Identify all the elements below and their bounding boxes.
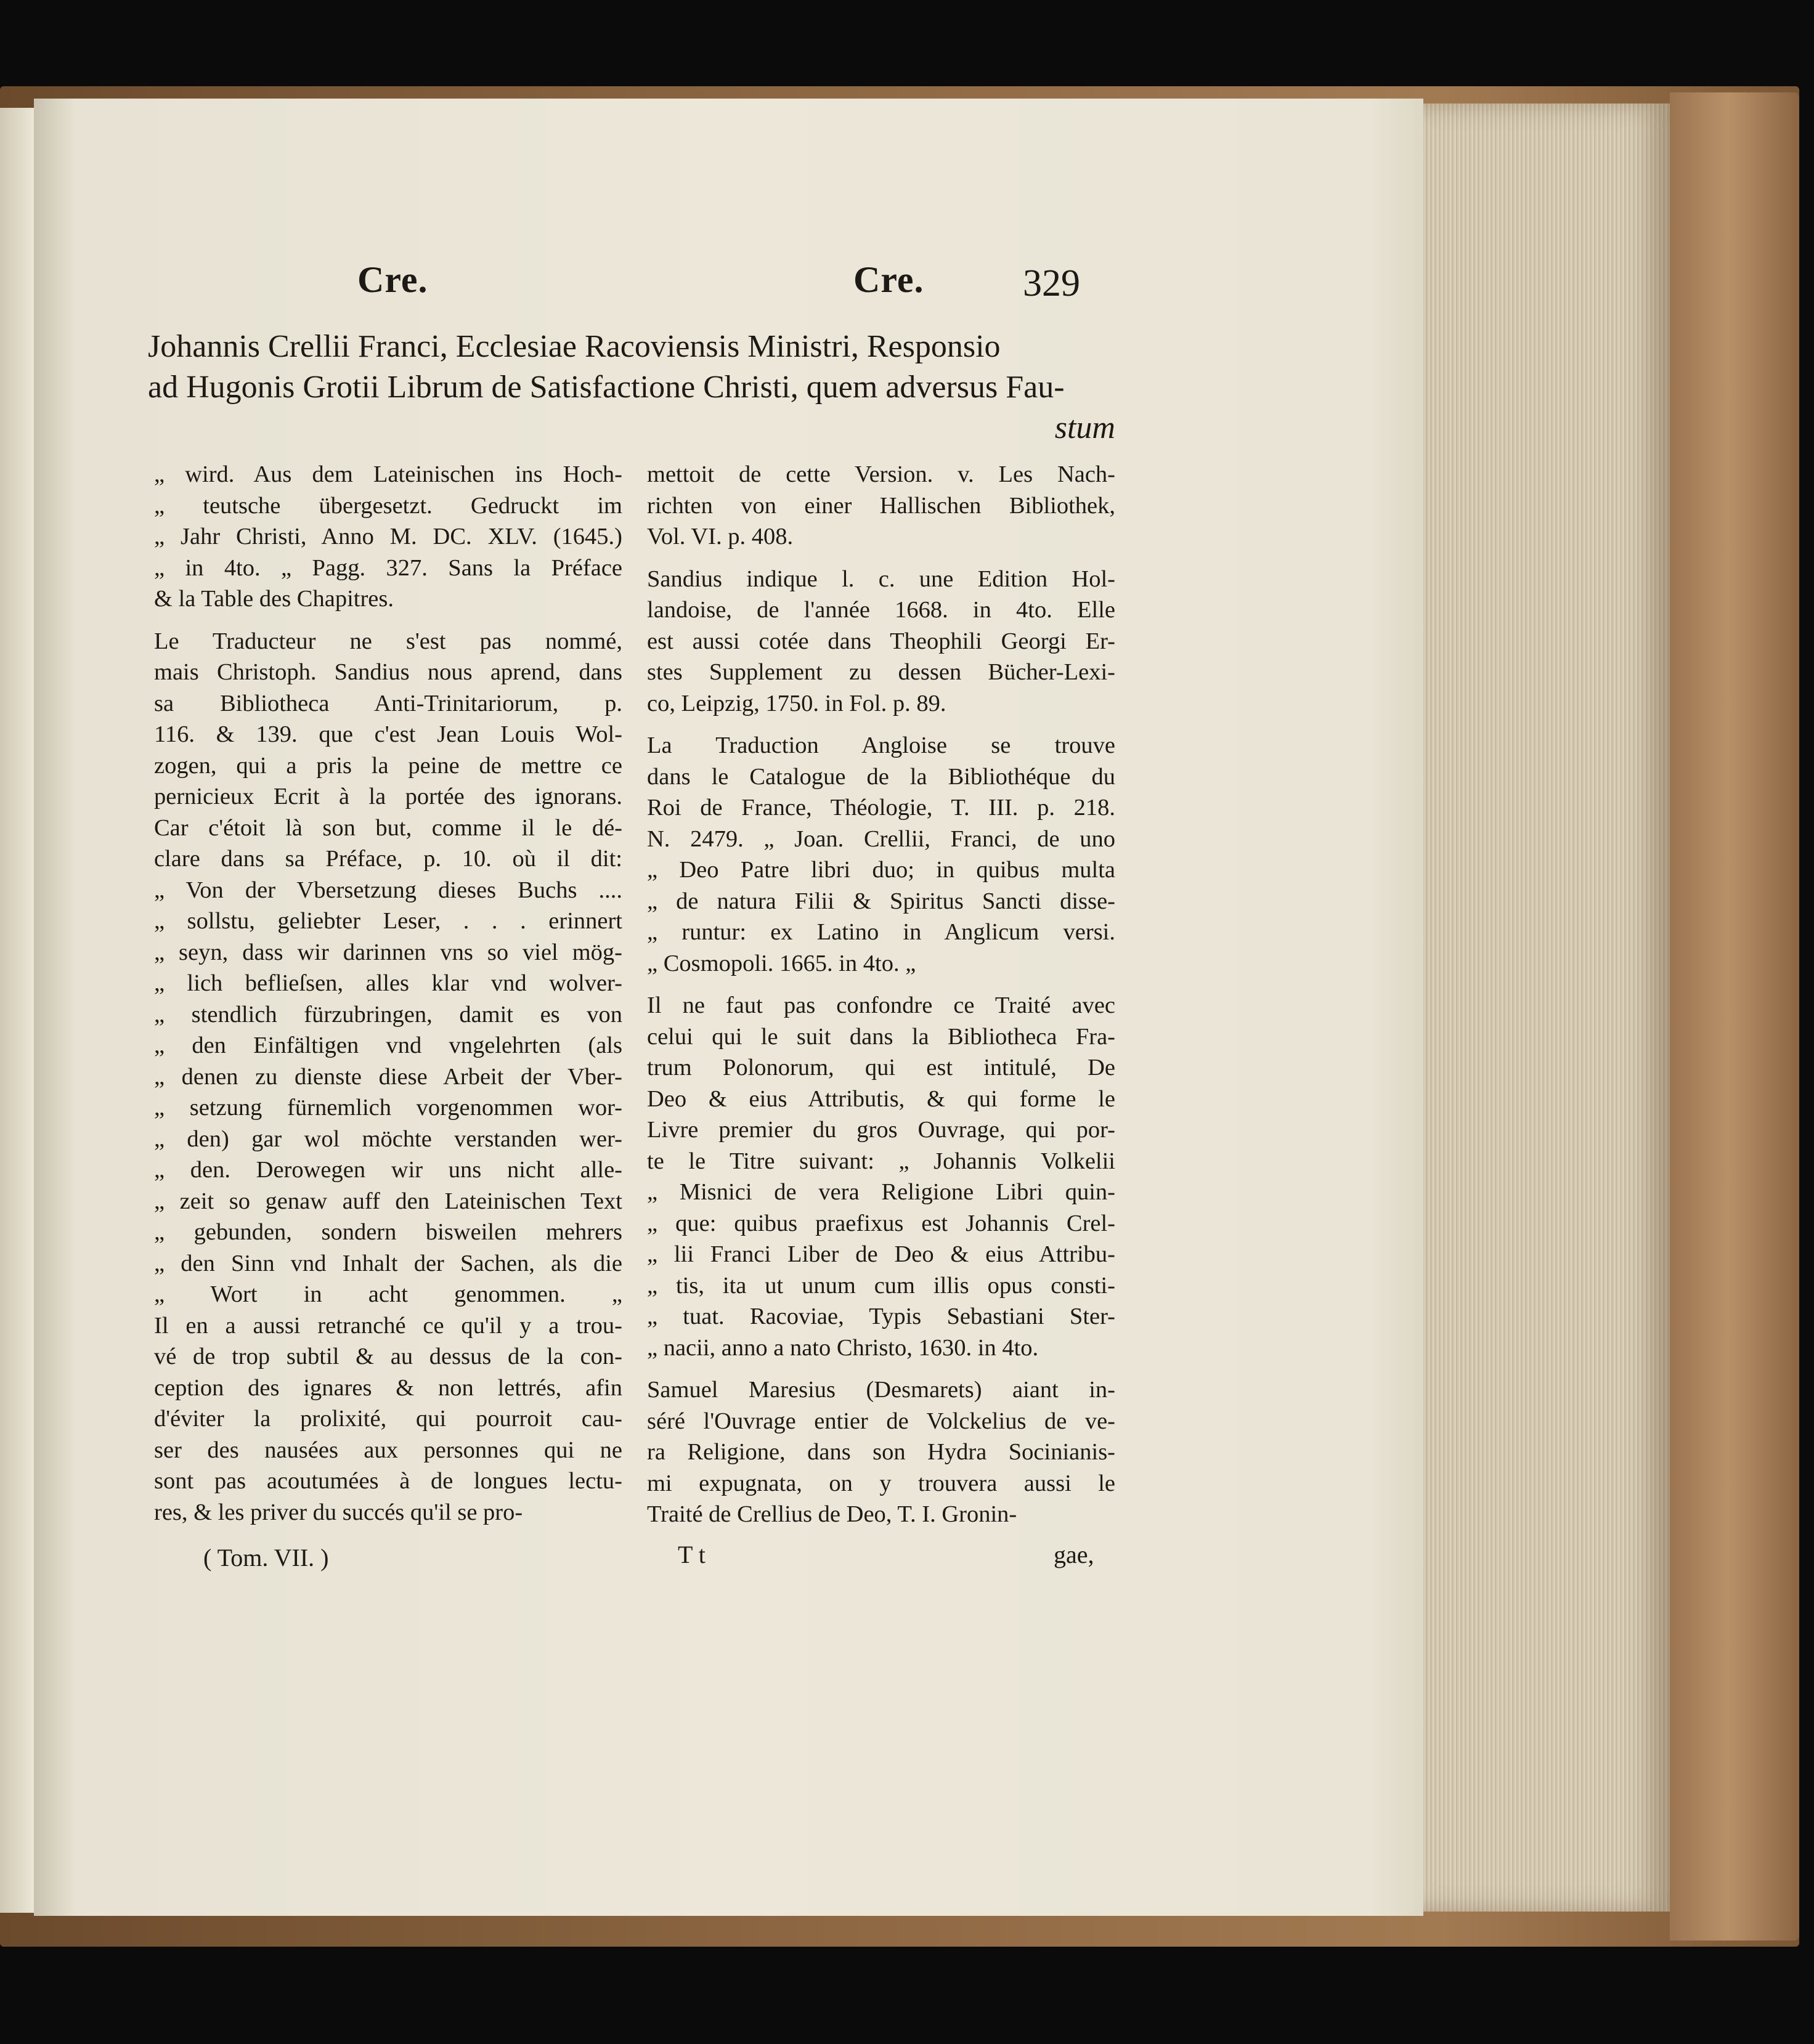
text-line: ser des nausées aux personnes qui ne [154,1437,622,1463]
page-edges [1423,103,1670,1912]
text-line: „ den. Derowegen wir uns nicht alle- [154,1157,622,1183]
signature-mark: T t [678,1541,706,1568]
text-line: „ Deo Patre libri duo; in quibus multa [647,857,1115,883]
text-line: ra Religione, dans son Hydra Socinianis- [647,1439,1115,1465]
text-line: „ lii Franci Liber de Deo & eius Attribu- [647,1241,1115,1267]
text-line: dans le Catalogue de la Bibliothéque du [647,763,1115,790]
text-line: Car c'étoit là son but, comme il le dé- [154,814,622,841]
running-head-left: Cre. [357,259,428,300]
text-line: vé de trop subtil & au dessus de la con- [154,1344,622,1369]
running-head-right: Cre. [853,259,924,300]
text-line: mais Christoph. Sandius nous aprend, dans [154,659,622,685]
page-number: 329 [1023,262,1080,304]
text-line: stes Supplement zu dessen Bücher-Lexi- [647,659,1115,685]
text-line: „ den Einfältigen vnd vngelehrten (als [154,1032,622,1058]
text-line: landoise, de l'année 1668. in 4to. Elle [647,597,1115,623]
text-line: „ Von der Vbersetzung dieses Buchs .... [154,877,622,903]
text-line: „ Jahr Christi, Anno M. DC. XLV. (1645.) [154,524,622,550]
text-line: mettoit de cette Version. v. Les Nach- [647,461,1115,487]
text-line: celui qui le suit dans la Bibliotheca Fra- [647,1023,1115,1050]
text-line: „ runtur: ex Latino in Anglicum versi. [647,919,1115,945]
text-line: Le Traducteur ne s'est pas nommé, [154,628,622,654]
text-line: „ gebunden, sondern bisweilen mehrers [154,1219,622,1245]
text-line: mi expugnata, on y trouvera aussi le [647,1470,1115,1496]
text-line: „ setzung fürnemlich vorgenommen wor- [154,1095,622,1121]
text-line: „ teutsche übergesetzt. Gedruckt im [154,492,622,519]
text-line: Samuel Maresius (Desmarets) aiant in- [647,1377,1115,1403]
entry-title [148,326,1115,448]
text-line: „ Cosmopoli. 1665. in 4to. „ [647,950,916,976]
text-line: sa Bibliotheca Anti-Trinitariorum, p. [154,690,622,716]
paragraph-gap [647,1363,1115,1374]
text-line: res, & les priver du succés qu'il se pro- [154,1499,523,1525]
entry-title-line-2: ad Hugonis Grotii Librum de Satisfactione Christi, quem adversus Fau- [148,370,1065,405]
text-line: „ Wort in acht genommen. „ [154,1281,622,1307]
text-line: „ den Sinn vnd Inhalt der Sachen, als die [154,1250,622,1276]
text-line: „ nacii, anno a nato Christo, 1630. in 4to. [647,1334,1039,1361]
text-line: „ tuat. Racoviae, Typis Sebastiani Ster- [647,1304,1115,1329]
text-line: co, Leipzig, 1750. in Fol. p. 89. [647,690,946,716]
text-line: N. 2479. „ Joan. Crellii, Franci, de uno [647,825,1115,852]
volume-note: ( Tom. VII. ) [203,1544,329,1572]
text-line: 116. & 139. que c'est Jean Louis Wol- [154,721,622,747]
text-line: Vol. VI. p. 408. [647,524,794,550]
catchword: gae, [1054,1541,1094,1568]
left-text-column [154,459,622,1528]
text-line: „ sollstu, geliebter Leser, . . . erinnert [154,908,622,934]
text-line: trum Polonorum, qui est intitulé, De [647,1055,1115,1081]
text-line: ception des ignares & non lettrés, afin [154,1374,622,1401]
text-line: Deo & eius Attributis, & qui forme le [647,1085,1115,1112]
text-line: „ de natura Filii & Spiritus Sancti disse- [647,888,1115,914]
text-line: „ lich beflieſsen, alles klar vnd wolver- [154,970,622,996]
paragraph-gap [154,615,622,626]
text-line: „ in 4to. „ Pagg. 327. Sans la Préface [154,554,622,581]
text-line: „ que: quibus praefixus est Johannis Crel- [647,1210,1115,1236]
text-line: Il ne faut pas confondre ce Traité avec [647,992,1115,1018]
text-line: „ zeit so genaw auff den Lateinischen Text [154,1188,622,1214]
text-line: pernicieux Ecrit à la portée des ignorans. [154,784,622,809]
text-line: richten von einer Hallischen Bibliothek, [647,492,1115,519]
text-line: Roi de France, Théologie, T. III. p. 218. [647,795,1115,821]
book-back-board [1670,92,1799,1941]
text-line: d'éviter la prolixité, qui pourroit cau- [154,1406,622,1432]
text-line: te le Titre suivant: „ Johannis Volkelii [647,1148,1115,1174]
text-line: „ den) gar wol möchte verstanden wer- [154,1125,622,1152]
right-text-column [647,459,1115,1530]
paragraph-gap [647,719,1115,730]
text-line: & la Table des Chapitres. [154,586,394,612]
text-line: Il en a aussi retranché ce qu'il y a trou- [154,1312,622,1339]
entry-title-line-1: Johannis Crellii Franci, Ecclesiae Racoviensis Ministri, Responsio [148,329,1001,364]
text-line: Sandius indique l. c. une Edition Hol- [647,566,1115,592]
text-line: „ denen zu dienste diese Arbeit der Vber- [154,1063,622,1090]
text-line: „ seyn, dass wir darinnen vns so viel mög- [154,939,622,965]
text-line: sont pas acoutumées à de longues lectu- [154,1468,622,1494]
facing-page-edge [0,108,34,1913]
text-line: „ wird. Aus dem Lateinischen ins Hoch- [154,461,622,487]
text-line: „ Misnici de vera Religione Libri quin- [647,1179,1115,1205]
paragraph-gap [647,553,1115,564]
text-line: Livre premier du gros Ouvrage, qui por- [647,1117,1115,1143]
text-line: clare dans sa Préface, p. 10. où il dit: [154,846,622,872]
paragraph-gap [647,979,1115,990]
text-line: zogen, qui a pris la peine de mettre ce [154,752,622,779]
text-line: est aussi cotée dans Theophili Georgi Er- [647,628,1115,654]
text-line: La Traduction Angloise se trouve [647,732,1115,758]
text-line: „ tis, ita ut unum cum illis opus consti- [647,1272,1115,1299]
text-line: „ stendlich fürzubringen, damit es von [154,1001,622,1028]
text-line: séré l'Ouvrage entier de Volckelius de ve- [647,1408,1115,1434]
text-line: Traité de Crellius de Deo, T. I. Gronin- [647,1501,1017,1527]
entry-title-line-3: stum [1054,410,1115,445]
